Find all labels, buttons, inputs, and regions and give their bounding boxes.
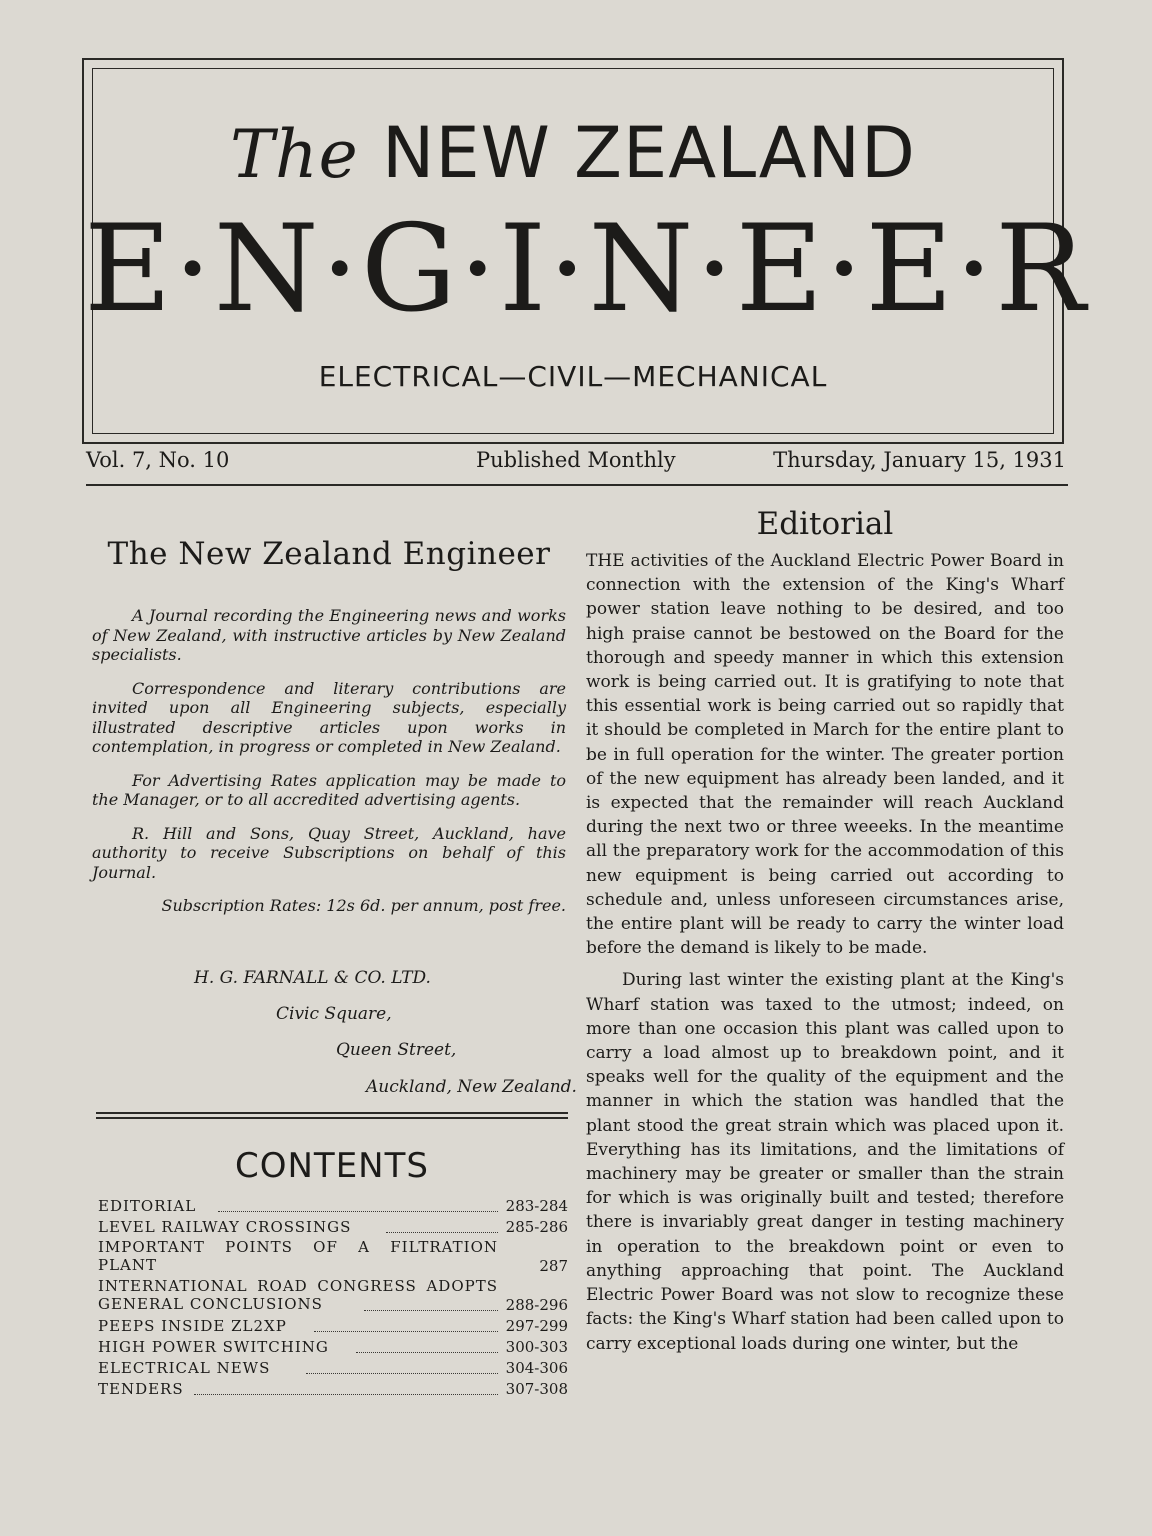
- toc-pages: 287: [539, 1257, 568, 1275]
- toc-label: ELECTRICAL NEWS: [98, 1359, 271, 1377]
- toc-label: TENDERS: [98, 1380, 184, 1398]
- masthead-frame: [82, 58, 1088, 444]
- address-line-3: Auckland, New Zealand.: [366, 1077, 577, 1097]
- subscription-rates: Subscription Rates: 12s 6d. per annum, post free.: [161, 896, 566, 915]
- toc-label: HIGH POWER SWITCHING: [98, 1338, 329, 1356]
- toc-leader: [218, 1211, 498, 1212]
- toc-pages: 288-296: [505, 1296, 568, 1314]
- address-line-2: Queen Street,: [336, 1040, 457, 1060]
- issue-date: Thursday, January 15, 1931: [773, 448, 1066, 472]
- editorial-heading: Editorial: [756, 506, 894, 542]
- about-paragraph: R. Hill and Sons, Quay Street, Auckland, have authority to receive Subscriptions on behalf of this Journal.: [92, 823, 566, 882]
- about-paragraph: Correspondence and literary contributions are invited upon all Engineering subjects, especially illustrated descriptive articles upon works in contemplation, in progress or completed in New Zealand.: [92, 678, 566, 756]
- masthead-the: The: [230, 116, 359, 193]
- toc-label: PEEPS INSIDE ZL2XP: [98, 1317, 287, 1335]
- about-paragraph: For Advertising Rates application may be made to the Manager, or to all accredited advertising agents.: [92, 770, 566, 809]
- contents-heading: CONTENTS: [235, 1146, 429, 1186]
- issue-volume: Vol. 7, No. 10: [86, 448, 230, 472]
- toc-pages: 285-286: [505, 1218, 568, 1236]
- contents-list: [98, 1196, 568, 1400]
- toc-entry[interactable]: [98, 1358, 568, 1379]
- toc-entry[interactable]: [98, 1217, 568, 1238]
- toc-leader: [314, 1331, 498, 1332]
- toc-pages: 304-306: [505, 1359, 568, 1377]
- editorial-paragraph: During last winter the existing plant at the King's Wharf station was taxed to the utmost; indeed, on more than one occasion this plant was called upon to carry a load almost up to breakdown point, and it speaks well for the quality of the equipment and the manner in which the station was handled that the plant stood the great strain which was placed upon it. Everything has its limitations, and the limitations of machinery may be greater or smaller than the strain for which is was originally built and tested; therefore there is invariably great danger in testing machinery in operation to the breakdown point or even to anything approaching that point. The Auckland Electric Power Board was not slow to recognize these facts: the King's Wharf station had been called upon to carry exceptional loads during one winter, but the: [586, 970, 1064, 1354]
- about-paragraph: A Journal recording the Engineering news and works of New Zealand, with instructive articles by New Zealand specialists.: [92, 606, 566, 664]
- masthead-title-line1: [84, 112, 1062, 194]
- masthead-new-zealand: NEW ZEALAND: [381, 112, 916, 194]
- toc-pages: 297-299: [505, 1317, 568, 1335]
- toc-leader: [386, 1232, 498, 1233]
- toc-label: EDITORIAL: [98, 1197, 197, 1215]
- toc-entry[interactable]: [98, 1337, 568, 1358]
- about-column: [92, 530, 566, 935]
- contents-divider: [96, 1112, 568, 1119]
- publisher-name: H. G. FARNALL & CO. LTD.: [194, 968, 431, 988]
- toc-entry[interactable]: [98, 1196, 568, 1217]
- editorial-body: [586, 549, 1064, 1364]
- toc-leader: [306, 1373, 498, 1374]
- toc-entry[interactable]: [98, 1379, 568, 1400]
- toc-pages: 300-303: [505, 1338, 568, 1356]
- toc-pages: 283-284: [505, 1197, 568, 1215]
- toc-label: IMPORTANT POINTS OF A FILTRATION PLANT: [98, 1238, 498, 1274]
- masthead-subtitle: ELECTRICAL—CIVIL—MECHANICAL: [318, 360, 828, 393]
- toc-entry[interactable]: [98, 1277, 568, 1316]
- toc-leader: [364, 1310, 498, 1311]
- issue-info-row: [86, 448, 1066, 480]
- header-rule: [86, 484, 1068, 486]
- masthead-engineer: E·N·G·I·N·E·E·R: [84, 200, 1088, 339]
- about-heading: The New Zealand Engineer: [107, 536, 551, 572]
- toc-label: LEVEL RAILWAY CROSSINGS: [98, 1218, 352, 1236]
- toc-leader: [356, 1352, 498, 1353]
- issue-frequency: Published Monthly: [476, 448, 676, 472]
- toc-pages: 307-308: [505, 1380, 568, 1398]
- toc-label: INTERNATIONAL ROAD CONGRESS ADOPTS GENERAL CONCLUSIONS: [98, 1277, 498, 1313]
- toc-leader: [194, 1394, 498, 1395]
- editorial-paragraph: THE activities of the Auckland Electric Power Board in connection with the extension of the King's Wharf power station leave nothing to be desired, and too high praise cannot be bestowed on the Board for the thorough and speedy manner in which this extension work is being carried out. It is gratifying to note that this essential work is being carried out so rapidly that it should be completed in March for the entire plant to be in full operation for the winter. The greater portion of the new equipment has already been landed, and it is expected that the remainder will reach Auckland during the next two or three weeeks. In the meantime all the preparatory work for the accommodation of this new equipment is being carried out according to schedule and, unless unforeseen circumstances arise, the entire plant will be ready to carry the winter load before the demand is likely to be made.: [586, 551, 1064, 959]
- toc-entry[interactable]: [98, 1238, 568, 1277]
- address-line-1: Civic Square,: [276, 1004, 392, 1024]
- toc-entry[interactable]: [98, 1316, 568, 1337]
